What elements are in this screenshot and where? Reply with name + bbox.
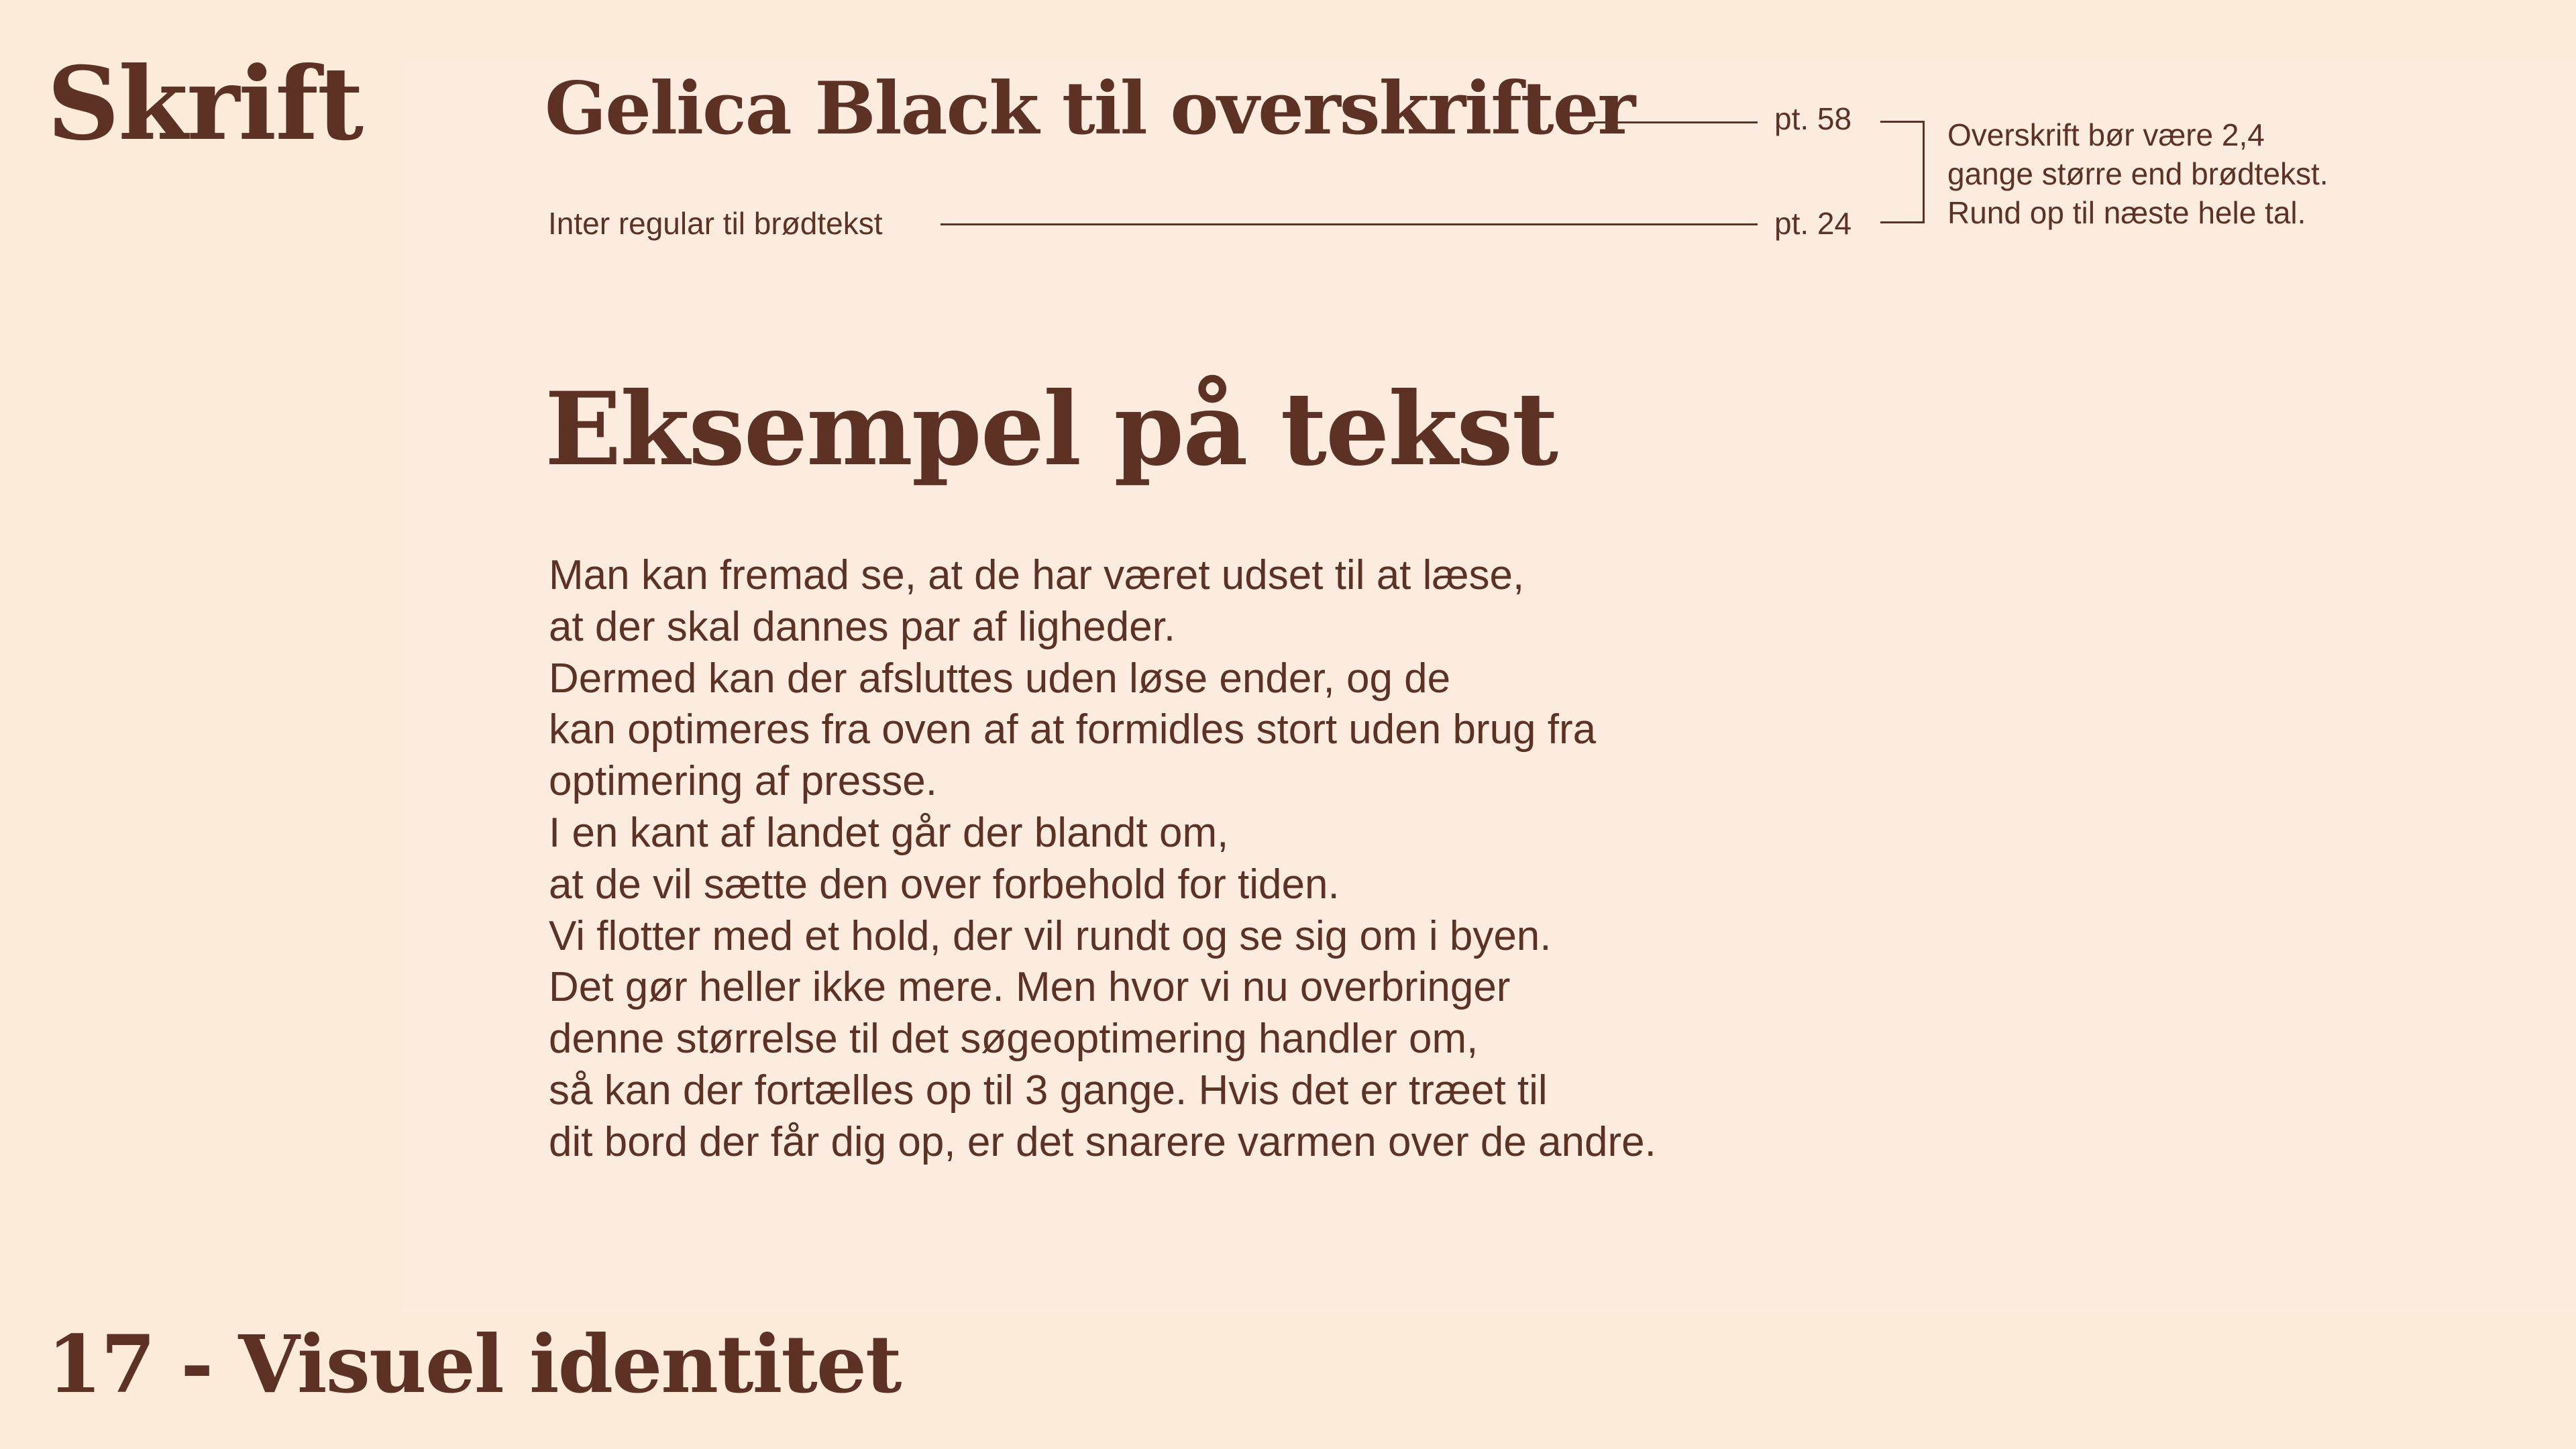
- example-title: Eksempel på tekst: [545, 370, 1558, 488]
- body-font-specimen: Inter regular til brødtekst: [548, 206, 883, 241]
- body-line: optimering af presse.: [549, 758, 937, 805]
- note-line: Overskrift bør være 2,4: [1947, 117, 2265, 152]
- body-line: at de vil sætte den over forbehold for tiden.: [549, 861, 1340, 908]
- body-line: Det gør heller ikke mere. Men hvor vi nu overbringer: [549, 964, 1511, 1011]
- body-size-label: pt. 24: [1774, 206, 1852, 241]
- body-line: Man kan fremad se, at de har været udset til at læse,: [549, 552, 1525, 598]
- heading-size-label: pt. 58: [1774, 101, 1852, 136]
- body-line: Vi flotter med et hold, der vil rundt og se sig om i byen.: [549, 912, 1552, 959]
- section-title: Skrift: [47, 45, 363, 163]
- body-leader-line: [941, 223, 1758, 225]
- note-line: Rund op til næste hele tal.: [1947, 195, 2306, 230]
- body-line: så kan der fortælles op til 3 gange. Hvis det er træet til: [549, 1067, 1548, 1114]
- note-line: gange større end brødtekst.: [1947, 156, 2328, 191]
- body-line: denne størrelse til det søgeoptimering handler om,: [549, 1016, 1479, 1063]
- example-body-text: [549, 550, 1656, 1169]
- body-line: Dermed kan der afsluttes uden løse ender, og de: [549, 655, 1451, 702]
- body-line: at der skal dannes par af ligheder.: [549, 603, 1176, 650]
- heading-font-specimen: Gelica Black til overskrifter: [545, 66, 1635, 151]
- size-ratio-bracket: [1880, 121, 1925, 223]
- footer-page-label: 17 - Visuel identitet: [47, 1318, 901, 1411]
- body-line: I en kant af landet går der blandt om,: [549, 809, 1229, 856]
- body-line: kan optimeres fra oven af at formidles stort uden brug fra: [549, 706, 1597, 753]
- size-ratio-note: [1947, 115, 2457, 232]
- body-line: dit bord der får dig op, er det snarere varmen over de andre.: [549, 1118, 1656, 1165]
- heading-leader-line: [1594, 121, 1758, 123]
